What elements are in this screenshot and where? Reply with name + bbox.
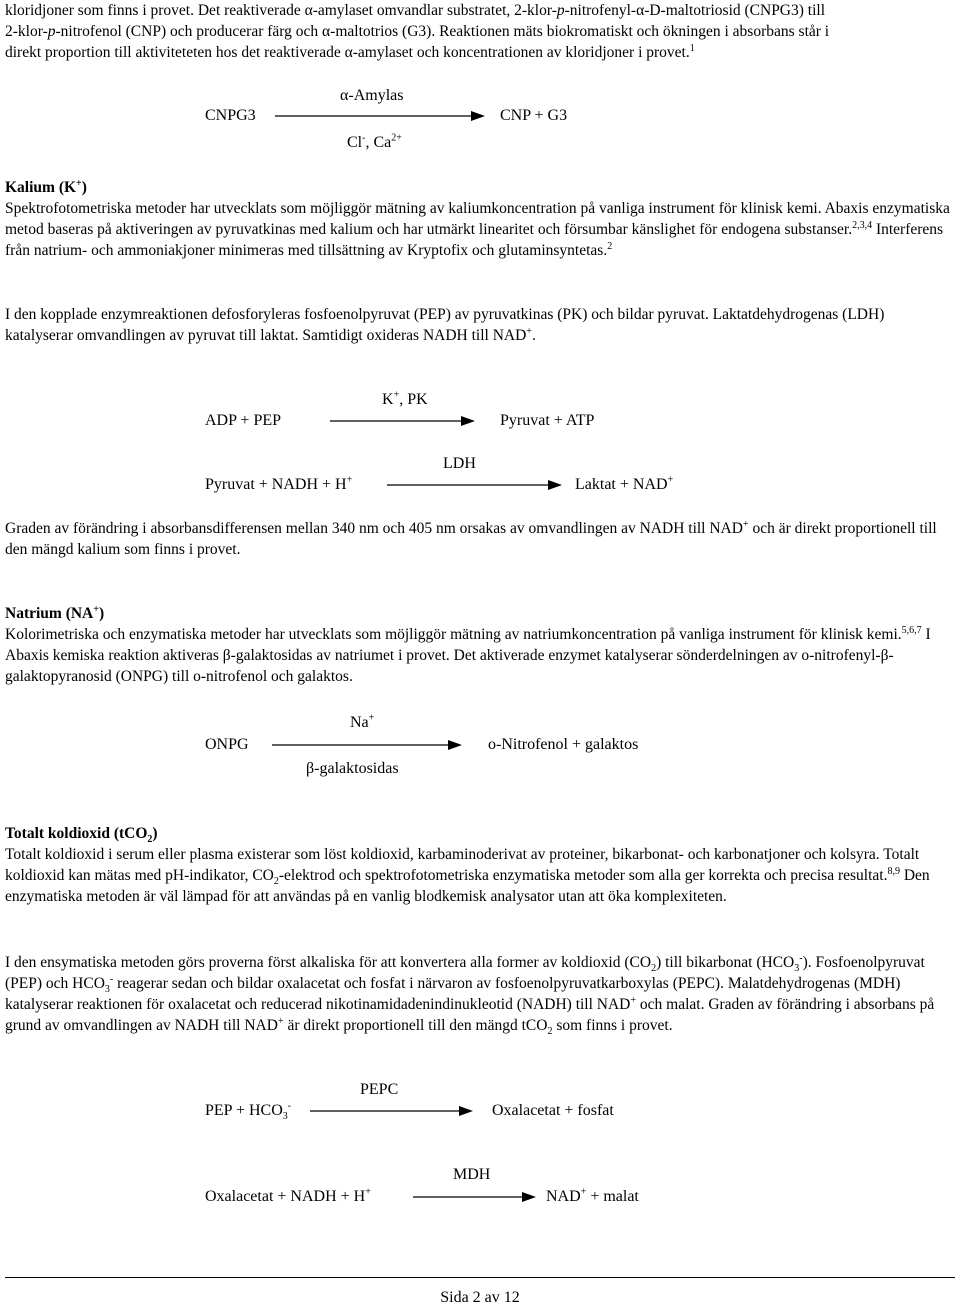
pepc-arrow xyxy=(310,1105,473,1117)
pk-enzyme: K+, PK xyxy=(382,389,428,408)
pepc-substrate: PEP + $HCO_3^-$ xyxy=(205,1100,292,1123)
natrium-product: ο-Nitrofenol + galaktos xyxy=(488,736,639,753)
reaction-arrow xyxy=(275,110,485,122)
natrium-arrow xyxy=(272,739,462,751)
page-number: Sida 2 av 12 xyxy=(440,1289,520,1306)
ldh-substrate: Pyruvat + NADH + H+ xyxy=(205,474,353,493)
natrium-enzyme: β-galaktosidas xyxy=(306,760,399,777)
ldh-enzyme: LDH xyxy=(443,455,476,472)
kalium-paragraph-1: Spektrofotometriska metoder har utvecklats som möjliggör mätning av kaliumkoncentration på vanliga instrument för klinisk kemi. Abaxis enzymatiska metod baseras på aktiveringen av pyruvatkinas med kalium och har utmärkt linearitet och försumbar känslighet för endogena substanser.$^{2,3,4}$ Interferens från natrium- och ammoniakjoner minimeras med tillsättning av Kryptofix och glutaminsyntetas.$^2$ xyxy=(5,200,950,259)
tco2-heading: Totalt koldioxid (tCO$_2$) xyxy=(5,825,158,846)
natrium-heading: Natrium (NA+) xyxy=(5,603,105,622)
reaction-enzyme: α-Amylas xyxy=(340,87,404,104)
reaction-product: CNP + G3 xyxy=(500,107,568,124)
pk-product: Pyruvat + ATP xyxy=(500,412,595,429)
kalium-paragraph-2: I den kopplade enzymreaktionen defosforyleras fosfoenolpyruvat (PEP) av pyruvatkinas (PK) och bildar pyruvat. Laktatdehydrogenas (LDH) katalyserar omvandlingen av pyruvat till laktat. Samtidigt oxideras NADH till NAD+. xyxy=(5,306,885,344)
tco2-paragraph-2: I den ensymatiska metoden görs proverna först alkaliska för att konvertera alla former av koldioxid $(CO_2)$ till bikarbonat $(HCO_3^-)$. Fosfoenolpyruvat (PEP) och $HCO_3^-$ reagerar sedan och bildar oxalacetat och fosfat i närvaron av fosfoenolpyruvatkarboxylas (PEPC). Malatdehydrogenas (MDH) katalyserar reaktionen för oxalacetat och reducerad nikotinamidadenindinukleotid (NADH) till NAD+ och malat. Graden av förändring i absorbans på grund av omvandlingen av NADH till NAD+ är direkt proportionell till den mängd tCO$_2$ som finns i provet. xyxy=(5,952,935,1038)
mdh-substrate: Oxalacetat + NADH + H+ xyxy=(205,1186,371,1205)
kalium-paragraph-3: Graden av förändring i absorbansdifferensen mellan 340 nm och 405 nm orsakas av omvandlingen av NADH till NAD+ och är direkt proportionell till den mängd kalium som finns i provet. xyxy=(5,518,937,558)
ldh-arrow xyxy=(387,479,562,491)
natrium-ion: Na+ xyxy=(350,712,375,731)
natrium-substrate: ONPG xyxy=(205,736,249,753)
reaction-cofactors: Cl-, $Ca^{2+}$ xyxy=(347,132,402,151)
natrium-paragraph: Kolorimetriska och enzymatiska metoder har utvecklats som möjliggör mätning av natriumkoncentration på vanliga instrument för klinisk kemi.$^{5,6,7}$ I Abaxis kemiska reaktion aktiveras β-galaktosidas av natriumet i provet. Det aktiverade enzymet katalyserar sönderdelningen av ο-nitrofenyl-β-galaktopyranosid (ONPG) till ο-nitrofenol och galaktos. xyxy=(5,624,931,685)
mdh-product: NAD+ + malat xyxy=(546,1186,639,1205)
mdh-enzyme: MDH xyxy=(453,1166,491,1183)
pk-substrate: ADP + PEP xyxy=(205,412,282,429)
pk-arrow xyxy=(330,415,475,427)
ldh-product: Laktat + NAD+ xyxy=(575,474,674,493)
reaction-substrate: CNPG3 xyxy=(205,107,256,124)
kalium-heading: Kalium (K+) xyxy=(5,177,87,196)
mdh-arrow xyxy=(413,1191,536,1203)
intro-paragraph: kloridjoner som finns i provet. Det reaktiverade α-amylaset omvandlar substratet, 2-klor-p-nitrofenyl-α-D-maltotriosid (CNPG3) till 2-klor-p-nitrofenol (CNP) och producerar färg och α-maltotrios (G3). Reaktionen mäts biokromatiskt och ökningen i absorbans står i direkt proportion till aktiviteteten hos det reaktiverade α-amylaset och koncentrationen av kloridjoner i provet.$^1$ xyxy=(5,2,830,61)
footer-divider xyxy=(5,1277,955,1278)
pepc-product: Oxalacetat + fosfat xyxy=(492,1102,614,1119)
pepc-enzyme: PEPC xyxy=(360,1081,399,1098)
tco2-paragraph-1: Totalt koldioxid i serum eller plasma existerar som löst koldioxid, karbaminoderivat av proteiner, bikarbonat- och karbonatjoner och kolsyra. Totalt koldioxid kan mätas med pH-indikator, $CO_2$-elektrod och spektrofotometriska enzymatiska metoder som alla ger korrekta och precisa resultat.$^{8,9}$ Den enzymatiska metoden är väl lämpad för att användas på en vanlig blodkemisk analysator utan att öka komplexiteten. xyxy=(5,846,930,905)
